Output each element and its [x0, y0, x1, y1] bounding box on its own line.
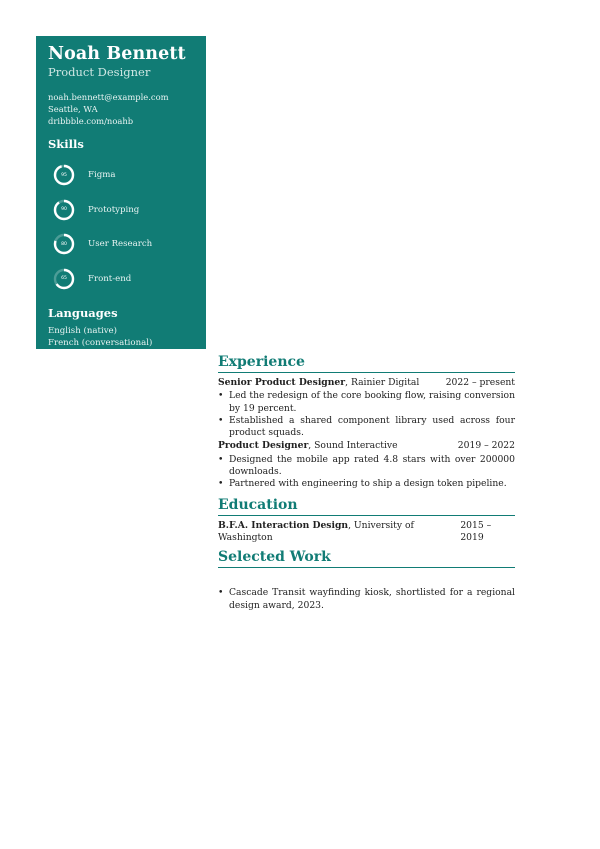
job-company: , Sound Interactive [308, 440, 398, 452]
languages-list [48, 325, 194, 349]
skill-ring-icon [53, 268, 75, 290]
bullet-item: • Partnered with engineering to ship a design token pipeline. [218, 478, 515, 490]
skill-item [48, 262, 194, 297]
skill-percent: 65 [61, 276, 67, 282]
contact-email: noah.bennett@example.com [48, 92, 169, 102]
skill-label: Front-end [88, 273, 132, 284]
selected-work-heading: Selected Work [218, 548, 515, 568]
skill-percent: 95 [61, 172, 67, 178]
skill-percent: 80 [61, 241, 67, 247]
contact-block [48, 91, 194, 127]
job-dates: 2022 – present [445, 377, 515, 388]
language-item: English (native) [48, 326, 117, 336]
job-role: Product Designer [218, 440, 309, 452]
school: , University of Washington [218, 519, 414, 543]
job-header [218, 440, 515, 452]
degree: B.F.A. Interaction Design [218, 519, 349, 531]
sidebar [36, 36, 206, 349]
bullet-item: • Led the redesign of the core booking flow, raising conversion by 19 percent. [218, 390, 515, 415]
language-item: French (conversational) [48, 338, 153, 348]
skill-label: Figma [88, 170, 116, 181]
bullet-item: • Designed the mobile app rated 4.8 stars with over 200000 downloads. [218, 454, 515, 479]
experience-heading: Experience [218, 353, 515, 373]
bullet-item: • Established a shared component library used across four product squads. [218, 415, 515, 440]
skills-heading: Skills [48, 137, 84, 151]
profile-title: Product Designer [48, 65, 151, 79]
job-company: , Rainier Digital [345, 377, 420, 388]
job-entry [218, 440, 515, 490]
skill-ring-icon [53, 199, 75, 221]
job-bullets [218, 390, 515, 439]
languages-heading: Languages [48, 306, 118, 320]
skill-item [48, 193, 194, 228]
bullet-item: • Cascade Transit wayfinding kiosk, shortlisted for a regional design award, 2023. [218, 587, 515, 612]
job-bullets [218, 454, 515, 491]
job-entry [218, 377, 515, 439]
contact-location: Seattle, WA [48, 104, 98, 114]
skill-item [48, 227, 194, 262]
skill-percent: 90 [61, 207, 67, 213]
job-header [218, 377, 515, 389]
skill-label: Prototyping [88, 204, 140, 215]
work-bullets [218, 587, 515, 612]
main-content [218, 353, 515, 613]
contact-website: dribbble.com/noahb [48, 116, 134, 126]
skills-list [48, 158, 194, 296]
skill-ring-icon [53, 233, 75, 255]
profile-name: Noah Bennett [48, 44, 186, 64]
skill-item [48, 158, 194, 193]
job-dates: 2019 – 2022 [457, 440, 515, 452]
skill-ring-icon [53, 164, 75, 186]
education-heading: Education [218, 496, 515, 516]
education-entry [218, 520, 515, 545]
job-role: Senior Product Designer [218, 377, 346, 388]
skill-label: User Research [88, 239, 153, 250]
education-dates: 2015 – 2019 [460, 519, 492, 543]
